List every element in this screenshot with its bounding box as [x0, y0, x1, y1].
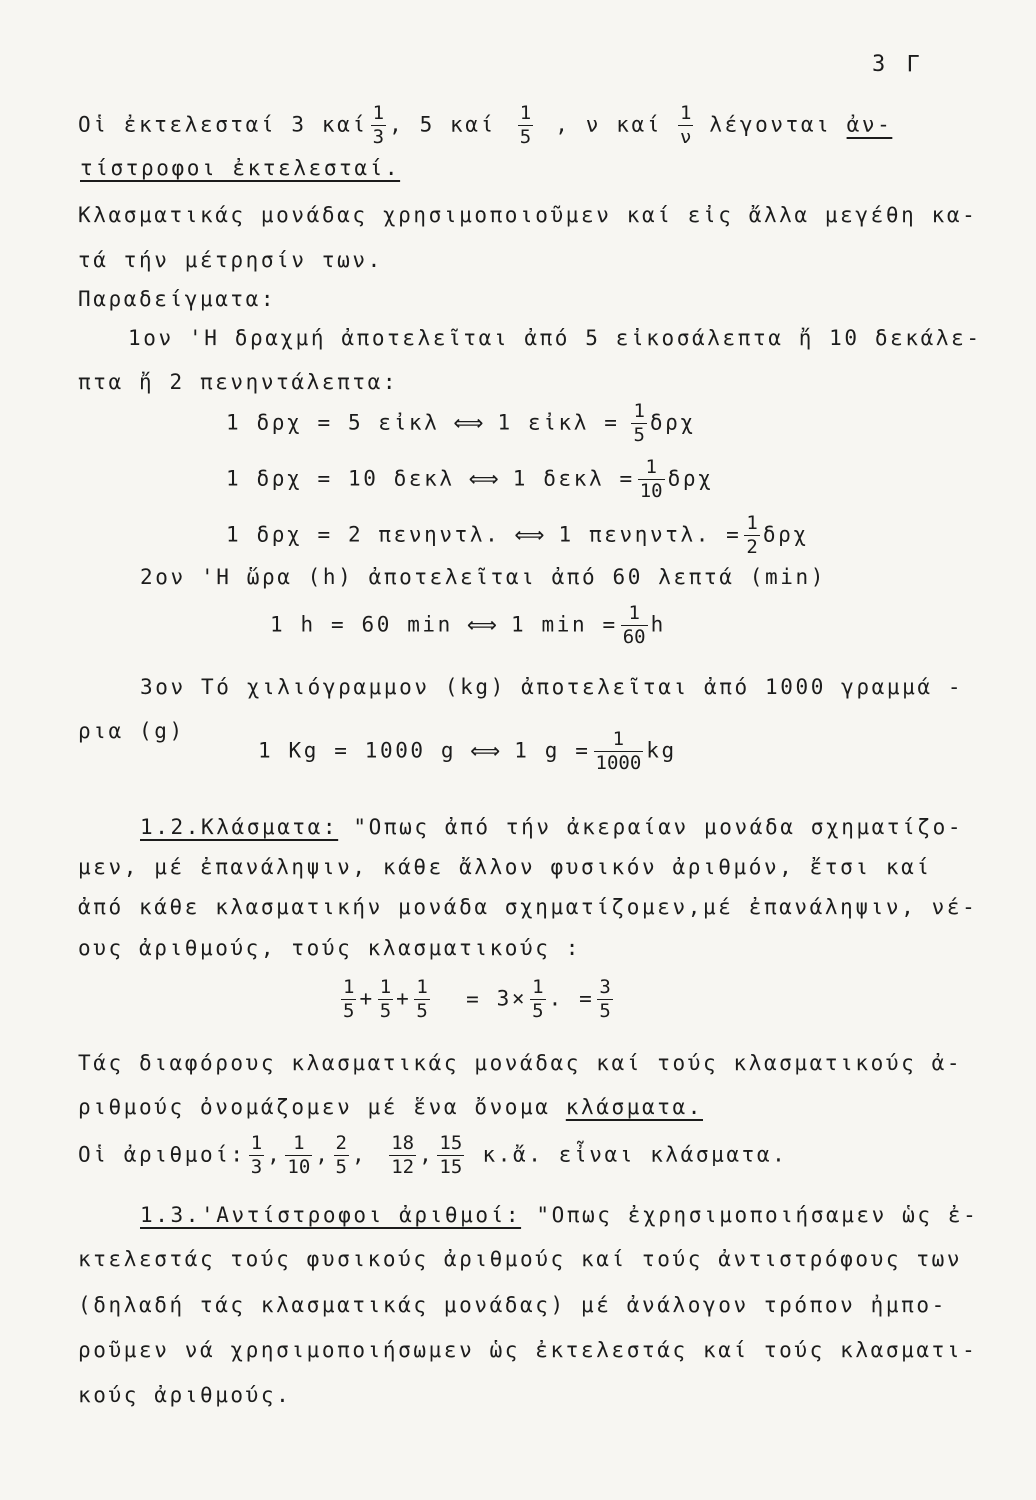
underlined-term: κλάσματα. — [565, 1095, 703, 1119]
text-span: δρχ — [667, 466, 714, 491]
text-span: , 5 καί — [389, 112, 496, 137]
underlined-term: ἀν- — [846, 112, 893, 137]
numerator: 1 — [532, 976, 544, 998]
equation-row — [226, 402, 696, 445]
fraction — [597, 978, 612, 1021]
numerator: 2 — [335, 1132, 347, 1154]
text-line — [78, 104, 892, 147]
denominator: 10 — [287, 1156, 311, 1178]
text-line — [140, 1200, 978, 1230]
text-span: 1 Kg = 1000 g — [258, 738, 457, 763]
comma: , — [315, 1142, 331, 1167]
fraction — [631, 402, 646, 445]
page-number: 3 Γ — [872, 52, 924, 77]
numerator: 1 — [343, 976, 355, 998]
text-line: ροῦμεν νά χρησιμοποιήσωμεν ὡς ἐκτελεστάς καί τούς κλασματι- — [78, 1338, 978, 1362]
section-heading-reciprocals: 1.3.'Αντίστροφοι ἀριθμοί: — [140, 1203, 522, 1227]
fraction — [341, 978, 356, 1021]
denominator: 10 — [639, 480, 663, 502]
text-line: μεν, μέ ἐπανάληψιν, κάθε ἄλλον φυσικόν ἀριθμόν, ἔτσι καί — [78, 855, 932, 879]
comma: , — [419, 1142, 435, 1167]
denominator: 5 — [633, 424, 645, 446]
text-span: "Οπως ἀπό τήν ἀκεραίαν μονάδα σχηματίζο- — [353, 815, 964, 839]
text-line: Κλασματικάς μονάδας χρησιμοποιοῦμεν καί εἰς ἄλλα μεγέθη κα- — [78, 203, 978, 227]
text-span: Οἱ ἀριθμοί: — [78, 1142, 246, 1167]
text-span: 1 πενηντλ. = — [558, 522, 742, 547]
fraction — [594, 730, 644, 773]
text-line — [78, 1092, 703, 1122]
fraction — [378, 978, 393, 1021]
text-span: 1 δεκλ = — [512, 466, 635, 491]
numerator: 15 — [439, 1132, 463, 1154]
text-span: h — [650, 612, 666, 637]
fraction — [530, 978, 545, 1021]
numerator: 1 — [621, 604, 648, 626]
numerator: 1 — [416, 976, 428, 998]
fraction — [638, 458, 665, 501]
text-line: 1ον 'Η δραχμή ἀποτελεῖται ἀπό 5 εἰκοσάλεπτα ἤ 10 δεκάλε- — [128, 326, 982, 350]
denominator: 5 — [519, 126, 532, 148]
text-line: κτελεστάς τούς φυσικούς ἀριθμούς καί τούς ἀντιστρόφους των — [78, 1247, 963, 1271]
text-line: τά τήν μέτρησίν των. — [78, 248, 383, 272]
text-line: ους ἀριθμούς, τούς κλασματικούς : — [78, 936, 582, 960]
numerator: 1 — [746, 512, 758, 534]
equation-row — [270, 604, 666, 647]
heading-examples: Παραδείγματα: — [78, 287, 277, 311]
numerator: 1 — [372, 102, 385, 124]
fraction — [621, 604, 648, 647]
text-span: κ.ἄ. εἶναι κλάσματα. — [482, 1142, 788, 1167]
denominator: 2 — [746, 536, 758, 558]
denominator: 5 — [343, 1000, 355, 1022]
text-line: Τάς διαφόρους κλασματικάς μονάδας καί τούς κλασματικούς ἀ- — [78, 1051, 963, 1075]
dot: . — [548, 986, 564, 1011]
equivalence-arrow-icon: ⟺ — [466, 612, 498, 637]
denominator: 60 — [622, 626, 646, 648]
equivalence-arrow-icon: ⟺ — [470, 738, 501, 763]
equals-sign: = — [466, 986, 482, 1011]
text-span: 1 δρχ = 2 πενηντλ. — [226, 522, 501, 547]
equation-row — [338, 978, 616, 1021]
equivalence-arrow-icon: ⟺ — [453, 410, 484, 435]
equivalence-arrow-icon: ⟺ — [468, 466, 499, 491]
section-heading-fractions: 1.2.Κλάσματα: — [140, 815, 339, 839]
numerator: 1 — [633, 400, 645, 422]
denominator: 5 — [379, 1000, 392, 1022]
equation-row — [258, 730, 677, 773]
denominator: 12 — [391, 1156, 415, 1178]
denominator: 5 — [532, 1000, 544, 1022]
text-line: 3ον Τό χιλιόγραμμον (kg) ἀποτελεῖται ἀπό 1000 γραμμά - — [140, 675, 964, 699]
denominator: ν — [679, 126, 692, 148]
text-span: 1 h = 60 min — [270, 612, 453, 637]
denominator: 3 — [250, 1156, 263, 1178]
fraction — [744, 514, 759, 557]
denominator: 5 — [599, 1000, 611, 1022]
text-span: 1 εἰκλ = — [497, 410, 620, 435]
fraction — [389, 1134, 416, 1177]
text-line: (δηλαδή τάς κλασματικάς μονάδας) μέ ἀνάλογον τρόπον ἠμπο- — [78, 1293, 947, 1317]
plus-sign: + — [396, 986, 412, 1011]
denominator: 3 — [372, 126, 385, 148]
text-span: δρχ — [649, 410, 696, 435]
text-line: ρια (g) — [78, 719, 185, 743]
text-span: 1 δρχ = 10 δεκλ — [226, 466, 455, 491]
fraction — [371, 104, 386, 147]
denominator: 1000 — [595, 752, 642, 774]
text-span: δρχ — [762, 522, 809, 547]
text-line — [140, 812, 963, 842]
numerator: 3 — [599, 976, 611, 998]
equals-sign: = — [579, 986, 595, 1011]
fraction — [249, 1134, 264, 1177]
fraction — [334, 1134, 349, 1177]
numerator: 1 — [250, 1132, 263, 1154]
equation-row — [226, 458, 713, 501]
text-span: , ν καί — [555, 112, 662, 137]
numerator: 1 — [285, 1134, 312, 1156]
text-span: 1 δρχ = 5 εἰκλ — [226, 410, 440, 435]
numerator: 1 — [679, 102, 692, 124]
comma: , — [351, 1142, 368, 1167]
numerator: 1 — [638, 458, 665, 480]
text-line — [78, 1134, 787, 1177]
text-span: kg — [646, 738, 677, 763]
fraction — [678, 104, 693, 147]
fraction — [518, 104, 533, 147]
text-line: κούς ἀριθμούς. — [78, 1383, 292, 1407]
fraction — [414, 978, 429, 1021]
denominator: 15 — [439, 1156, 463, 1178]
numerator: 1 — [379, 976, 392, 998]
comma: , — [267, 1142, 283, 1167]
denominator: 5 — [416, 1000, 428, 1022]
text-line: πτα ἤ 2 πενηντάλεπτα: — [78, 370, 399, 394]
numerator: 18 — [391, 1132, 415, 1154]
plus-sign: + — [359, 986, 375, 1011]
text-line: 2ον 'Η ὥρα (h) ἀποτελεῖται ἀπό 60 λεπτά (min) — [140, 565, 826, 589]
text-line: ἀπό κάθε κλασματικήν μονάδα σχηματίζομεν,μέ ἐπανάληψιν, νέ- — [78, 895, 978, 919]
text-span: 1 min = — [511, 612, 618, 637]
underlined-term: τίστροφοι ἐκτελεσταί. — [80, 156, 401, 180]
numerator: 1 — [519, 102, 532, 124]
denominator: 5 — [335, 1156, 347, 1178]
equation-row — [226, 514, 809, 557]
numerator: 1 — [594, 730, 644, 752]
text-span: Οἱ ἐκτελεσταί 3 καί — [78, 112, 368, 137]
equivalence-arrow-icon: ⟺ — [514, 522, 545, 547]
text-span: 1 g = — [514, 738, 591, 763]
fraction — [437, 1134, 464, 1177]
text-span: ριθμούς ὀνομάζομεν μέ ἕνα ὄνομα — [78, 1095, 551, 1119]
text-span: "Οπως ἐχρησιμοποιήσαμεν ὡς ἐ- — [536, 1203, 979, 1227]
multiplier: 3× — [496, 986, 528, 1011]
text-span: λέγονται — [709, 112, 832, 137]
fraction — [285, 1134, 312, 1177]
